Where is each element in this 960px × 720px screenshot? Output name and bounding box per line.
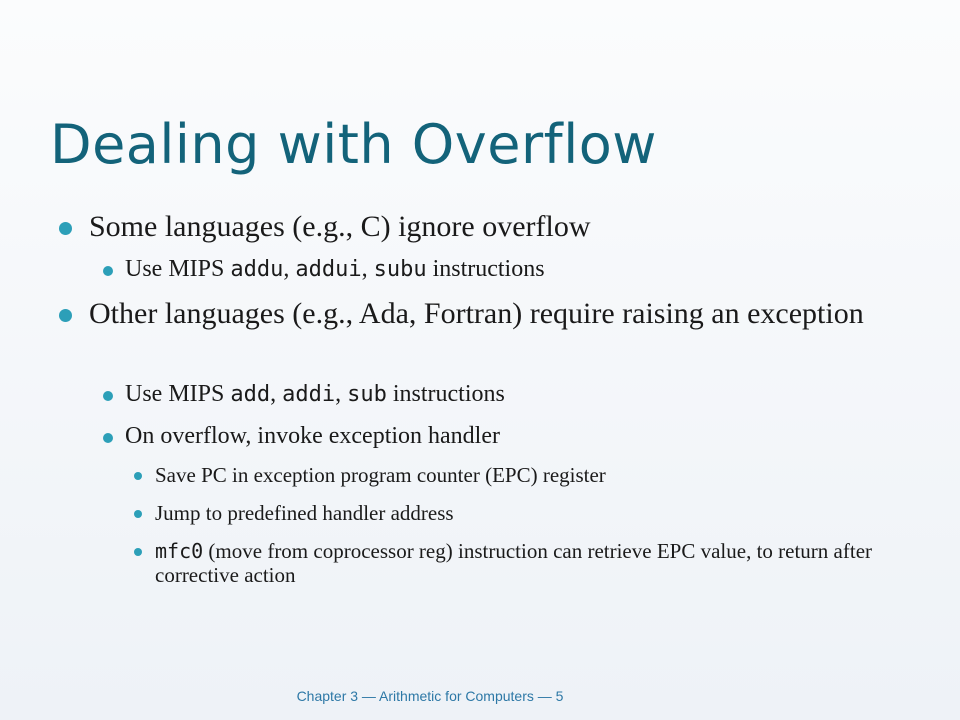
bullet-2-2-2 xyxy=(155,501,895,525)
bullet-prefix: Use MIPS xyxy=(125,256,231,282)
bullet-dot-icon xyxy=(134,510,142,518)
code-subu: subu xyxy=(373,257,427,282)
code-mfc0: mfc0 xyxy=(155,539,204,563)
bullet-2-2-3 xyxy=(155,539,895,587)
slide-title: Dealing with Overflow xyxy=(50,113,657,176)
bullet-2-2 xyxy=(125,423,905,451)
bullet-text: Other languages (e.g., Ada, Fortran) require raising an exception xyxy=(89,297,864,330)
bullet-2-1 xyxy=(125,381,905,409)
separator: , xyxy=(283,256,296,282)
bullet-2-2-1 xyxy=(155,463,895,487)
separator: , xyxy=(361,256,374,282)
code-addi: addi xyxy=(282,382,336,407)
bullet-suffix: instructions xyxy=(386,381,505,407)
separator: , xyxy=(335,381,348,407)
bullet-2 xyxy=(89,297,909,332)
bullet-text: Jump to predefined handler address xyxy=(155,501,454,525)
bullet-text: Save PC in exception program counter (EPC) register xyxy=(155,463,606,487)
code-addui: addui xyxy=(295,257,362,282)
bullet-dot-icon xyxy=(103,391,113,401)
bullet-dot-icon xyxy=(134,472,142,480)
slide-footer: Chapter 3 — Arithmetic for Computers — 5 xyxy=(296,688,564,704)
bullet-dot-icon xyxy=(103,433,113,443)
bullet-1 xyxy=(89,210,909,245)
separator: , xyxy=(270,381,283,407)
bullet-dot-icon xyxy=(134,548,142,556)
bullet-dot-icon xyxy=(59,222,72,235)
bullet-text: Some languages (e.g., C) ignore overflow xyxy=(89,210,591,243)
bullet-dot-icon xyxy=(59,309,72,322)
bullet-suffix: instructions xyxy=(426,256,545,282)
bullet-text: On overflow, invoke exception handler xyxy=(125,423,500,449)
code-addu: addu xyxy=(230,257,284,282)
code-sub: sub xyxy=(347,382,387,407)
bullet-prefix: Use MIPS xyxy=(125,381,231,407)
bullet-text: (move from coprocessor reg) instruction can retrieve EPC value, to return after corrective action xyxy=(155,539,873,588)
bullet-1-1 xyxy=(125,256,905,284)
bullet-dot-icon xyxy=(103,266,113,276)
code-add: add xyxy=(230,382,271,407)
